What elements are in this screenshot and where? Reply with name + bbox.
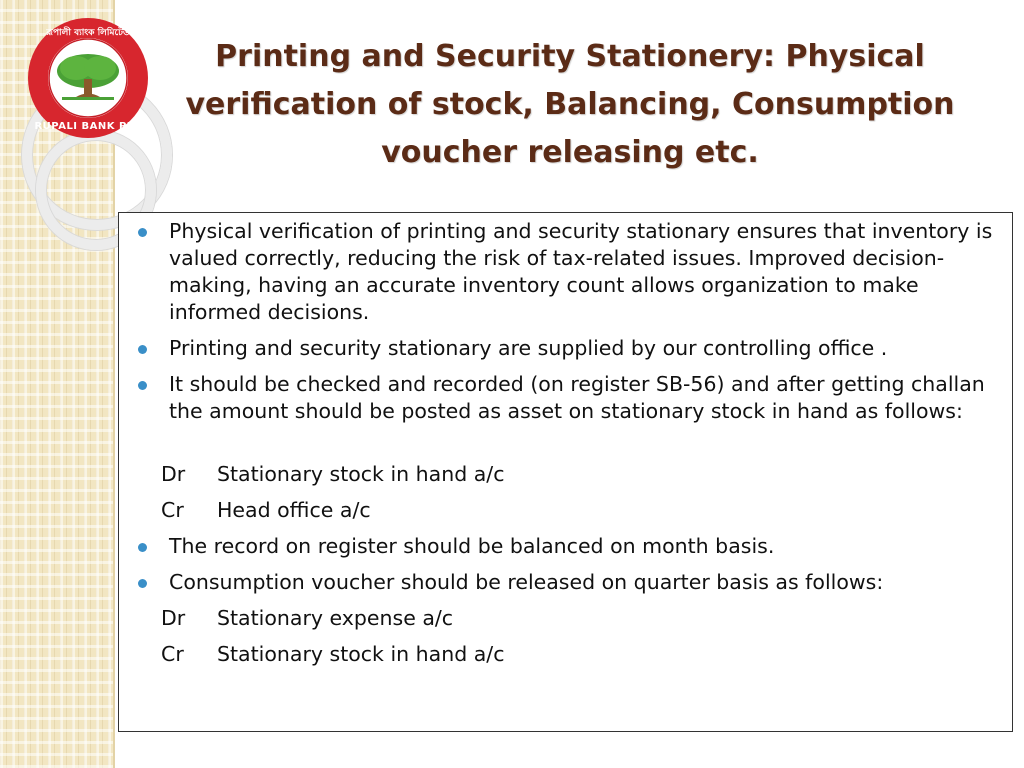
list-item: It should be checked and recorded (on register SB-56) and after getting challan the amount should be posted as asset on stationary stock in hand as follows: bbox=[119, 371, 999, 425]
list-item: The record on register should be balanced on month basis. bbox=[119, 533, 999, 560]
content-box bbox=[118, 212, 1013, 732]
svg-text:রূপালী ব্যাংক লিমিটেড: রূপালী ব্যাংক লিমিটেড bbox=[46, 28, 130, 38]
list-item: Consumption voucher should be released on quarter basis as follows: bbox=[119, 569, 999, 596]
bullet-icon bbox=[138, 228, 147, 237]
list-item: Physical verification of printing and security stationary ensures that inventory is valued correctly, reducing the risk of tax-related issues. Improved decision-making, having an accurate inventory count allows organization to make informed decisions. bbox=[119, 218, 999, 326]
bullet-icon bbox=[138, 579, 147, 588]
bullet-icon bbox=[138, 345, 147, 354]
journal-entry: Dr Stationary stock in hand a/c bbox=[161, 462, 505, 486]
bullet-icon bbox=[138, 381, 147, 390]
list-item: Printing and security stationary are supplied by our controlling office . bbox=[119, 335, 999, 362]
svg-text:RUPALI BANK PLC: RUPALI BANK PLC bbox=[34, 121, 142, 132]
journal-entry: Cr Stationary stock in hand a/c bbox=[161, 642, 505, 666]
journal-entry: Cr Head office a/c bbox=[161, 498, 371, 522]
journal-entry: Dr Stationary expense a/c bbox=[161, 606, 454, 630]
bullet-icon bbox=[138, 543, 147, 552]
rupali-bank-logo bbox=[26, 16, 150, 140]
slide-title: Printing and Security Stationery: Physical verification of stock, Balancing, Consumption voucher releasing etc. bbox=[185, 39, 955, 170]
